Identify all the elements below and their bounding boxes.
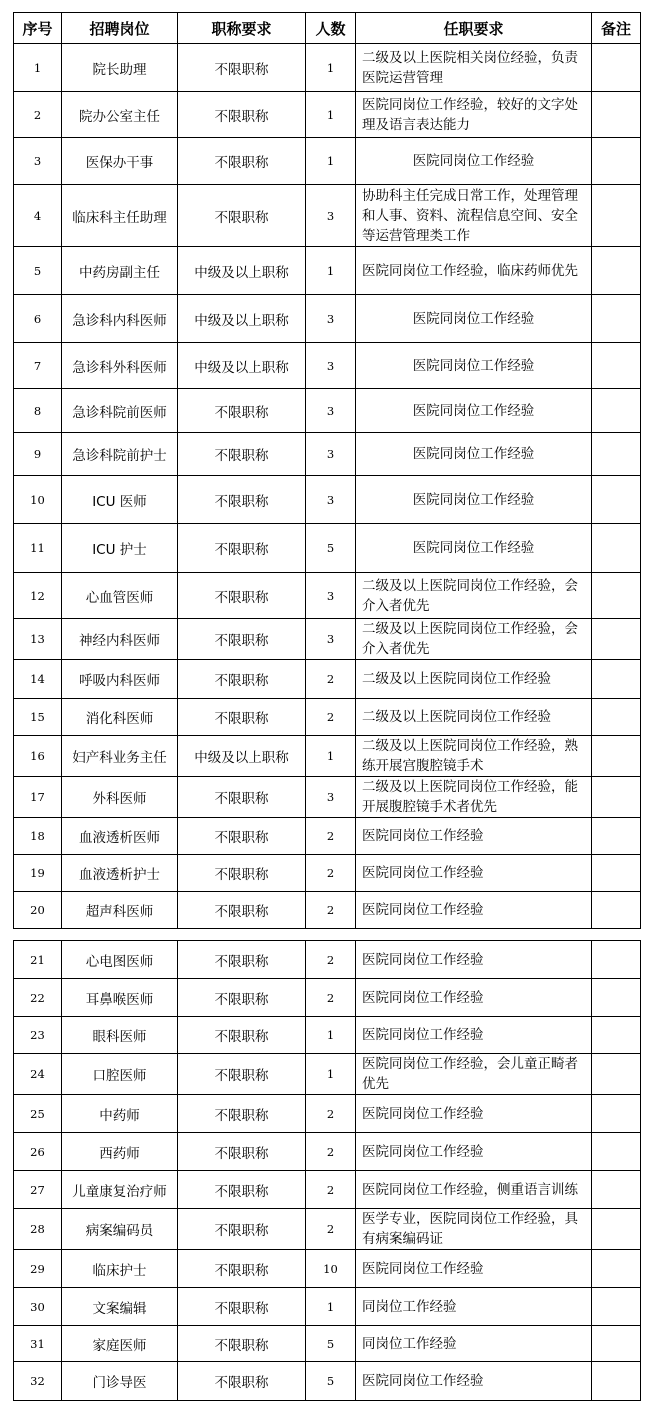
row-index: 28 xyxy=(14,1209,62,1250)
row-remarks xyxy=(592,92,641,138)
row-remarks xyxy=(592,699,641,736)
row-position: 耳鼻喉医师 xyxy=(62,979,178,1017)
row-title-requirement: 不限职称 xyxy=(178,185,306,247)
row-index: 12 xyxy=(14,573,62,619)
row-requirements: 医院同岗位工作经验 xyxy=(356,1095,592,1133)
row-index: 8 xyxy=(14,389,62,433)
row-headcount: 2 xyxy=(306,979,356,1017)
table-row xyxy=(14,1054,641,1095)
row-remarks xyxy=(592,855,641,892)
row-requirements: 二级及以上医院同岗位工作经验，会介入者优先 xyxy=(356,573,592,619)
row-headcount: 3 xyxy=(306,476,356,524)
row-headcount: 10 xyxy=(306,1250,356,1288)
row-title-requirement: 中级及以上职称 xyxy=(178,295,306,343)
row-remarks xyxy=(592,1054,641,1095)
row-position: 院长助理 xyxy=(62,44,178,92)
row-remarks xyxy=(592,1095,641,1133)
row-requirements: 医院同岗位工作经验 xyxy=(356,1017,592,1054)
row-headcount: 3 xyxy=(306,295,356,343)
row-requirements: 医院同岗位工作经验 xyxy=(356,1250,592,1288)
row-requirements: 医院同岗位工作经验 xyxy=(356,295,592,343)
row-position: 医保办干事 xyxy=(62,138,178,185)
row-remarks xyxy=(592,433,641,476)
row-headcount: 2 xyxy=(306,892,356,929)
row-headcount: 1 xyxy=(306,1017,356,1054)
row-remarks xyxy=(592,660,641,699)
table-row xyxy=(14,1095,641,1133)
row-requirements: 医院同岗位工作经验 xyxy=(356,979,592,1017)
row-position: 血液透析医师 xyxy=(62,818,178,855)
row-title-requirement: 不限职称 xyxy=(178,941,306,979)
row-position: 超声科医师 xyxy=(62,892,178,929)
table-row xyxy=(14,524,641,573)
table-row xyxy=(14,855,641,892)
row-remarks xyxy=(592,1017,641,1054)
header-requirements: 任职要求 xyxy=(356,13,592,44)
table-row xyxy=(14,1326,641,1362)
row-title-requirement: 不限职称 xyxy=(178,92,306,138)
table-row xyxy=(14,1362,641,1401)
row-position: 呼吸内科医师 xyxy=(62,660,178,699)
row-position: 临床护士 xyxy=(62,1250,178,1288)
row-title-requirement: 不限职称 xyxy=(178,389,306,433)
row-title-requirement: 不限职称 xyxy=(178,1054,306,1095)
table-row xyxy=(14,619,641,660)
row-remarks xyxy=(592,736,641,777)
row-headcount: 5 xyxy=(306,524,356,573)
row-title-requirement: 不限职称 xyxy=(178,1326,306,1362)
row-headcount: 3 xyxy=(306,185,356,247)
table-row xyxy=(14,1250,641,1288)
row-requirements: 协助科主任完成日常工作，处理管理和人事、资料、流程信息空间、安全等运营管理类工作 xyxy=(356,185,592,247)
row-title-requirement: 不限职称 xyxy=(178,619,306,660)
row-requirements: 二级及以上医院同岗位工作经验 xyxy=(356,660,592,699)
row-requirements: 医院同岗位工作经验 xyxy=(356,941,592,979)
row-requirements: 同岗位工作经验 xyxy=(356,1288,592,1326)
header-remarks: 备注 xyxy=(592,13,641,44)
row-remarks xyxy=(592,1171,641,1209)
table-row xyxy=(14,699,641,736)
row-index: 22 xyxy=(14,979,62,1017)
row-requirements: 医学专业，医院同岗位工作经验，具有病案编码证 xyxy=(356,1209,592,1250)
row-headcount: 5 xyxy=(306,1362,356,1401)
table-row xyxy=(14,777,641,818)
row-requirements: 医院同岗位工作经验，侧重语言训练 xyxy=(356,1171,592,1209)
row-requirements: 医院同岗位工作经验 xyxy=(356,524,592,573)
row-remarks xyxy=(592,138,641,185)
row-position: 眼科医师 xyxy=(62,1017,178,1054)
row-index: 10 xyxy=(14,476,62,524)
row-remarks xyxy=(592,979,641,1017)
row-remarks xyxy=(592,619,641,660)
row-index: 30 xyxy=(14,1288,62,1326)
row-title-requirement: 不限职称 xyxy=(178,44,306,92)
row-index: 21 xyxy=(14,941,62,979)
row-position: 中药师 xyxy=(62,1095,178,1133)
table-row xyxy=(14,1171,641,1209)
row-headcount: 3 xyxy=(306,573,356,619)
table-row xyxy=(14,941,641,979)
row-remarks xyxy=(592,818,641,855)
row-remarks xyxy=(592,389,641,433)
row-title-requirement: 不限职称 xyxy=(178,855,306,892)
row-remarks xyxy=(592,247,641,295)
table-row xyxy=(14,185,641,247)
row-remarks xyxy=(592,343,641,389)
table-row xyxy=(14,1017,641,1054)
row-position: 急诊科院前护士 xyxy=(62,433,178,476)
row-title-requirement: 不限职称 xyxy=(178,699,306,736)
row-index: 16 xyxy=(14,736,62,777)
row-remarks xyxy=(592,1288,641,1326)
row-position: 文案编辑 xyxy=(62,1288,178,1326)
row-title-requirement: 不限职称 xyxy=(178,1250,306,1288)
row-position: 病案编码员 xyxy=(62,1209,178,1250)
row-index: 17 xyxy=(14,777,62,818)
row-remarks xyxy=(592,777,641,818)
row-title-requirement: 不限职称 xyxy=(178,1133,306,1171)
table-row xyxy=(14,736,641,777)
header-position: 招聘岗位 xyxy=(62,13,178,44)
row-index: 6 xyxy=(14,295,62,343)
row-headcount: 1 xyxy=(306,1288,356,1326)
row-requirements: 医院同岗位工作经验 xyxy=(356,343,592,389)
row-position: 心电图医师 xyxy=(62,941,178,979)
row-index: 25 xyxy=(14,1095,62,1133)
row-remarks xyxy=(592,185,641,247)
row-title-requirement: 中级及以上职称 xyxy=(178,247,306,295)
row-index: 18 xyxy=(14,818,62,855)
row-title-requirement: 不限职称 xyxy=(178,892,306,929)
row-headcount: 2 xyxy=(306,941,356,979)
header-row xyxy=(14,13,641,44)
row-index: 27 xyxy=(14,1171,62,1209)
row-remarks xyxy=(592,941,641,979)
row-position: 西药师 xyxy=(62,1133,178,1171)
row-index: 11 xyxy=(14,524,62,573)
row-title-requirement: 不限职称 xyxy=(178,1095,306,1133)
row-position: 急诊科院前医师 xyxy=(62,389,178,433)
table-row xyxy=(14,247,641,295)
row-requirements: 医院同岗位工作经验，临床药师优先 xyxy=(356,247,592,295)
row-requirements: 同岗位工作经验 xyxy=(356,1326,592,1362)
row-headcount: 2 xyxy=(306,699,356,736)
table-row xyxy=(14,660,641,699)
row-headcount: 1 xyxy=(306,736,356,777)
row-title-requirement: 不限职称 xyxy=(178,524,306,573)
row-index: 5 xyxy=(14,247,62,295)
recruitment-table-2 xyxy=(13,940,641,1401)
row-requirements: 医院同岗位工作经验 xyxy=(356,389,592,433)
row-requirements: 二级及以上医院同岗位工作经验，能开展腹腔镜手术者优先 xyxy=(356,777,592,818)
row-remarks xyxy=(592,1362,641,1401)
table-row xyxy=(14,295,641,343)
row-requirements: 医院同岗位工作经验 xyxy=(356,892,592,929)
row-requirements: 医院同岗位工作经验 xyxy=(356,476,592,524)
row-title-requirement: 不限职称 xyxy=(178,1171,306,1209)
row-remarks xyxy=(592,524,641,573)
row-title-requirement: 不限职称 xyxy=(178,1209,306,1250)
row-position: 心血管医师 xyxy=(62,573,178,619)
table-row xyxy=(14,433,641,476)
row-remarks xyxy=(592,476,641,524)
row-title-requirement: 不限职称 xyxy=(178,660,306,699)
row-position: 临床科主任助理 xyxy=(62,185,178,247)
row-headcount: 2 xyxy=(306,1095,356,1133)
row-headcount: 2 xyxy=(306,660,356,699)
table-row xyxy=(14,476,641,524)
row-remarks xyxy=(592,44,641,92)
row-title-requirement: 不限职称 xyxy=(178,433,306,476)
row-position: 中药房副主任 xyxy=(62,247,178,295)
row-requirements: 医院同岗位工作经验 xyxy=(356,138,592,185)
row-title-requirement: 不限职称 xyxy=(178,979,306,1017)
row-remarks xyxy=(592,1209,641,1250)
row-title-requirement: 不限职称 xyxy=(178,573,306,619)
row-requirements: 医院同岗位工作经验 xyxy=(356,818,592,855)
recruitment-table-1 xyxy=(13,12,641,929)
row-index: 7 xyxy=(14,343,62,389)
row-index: 19 xyxy=(14,855,62,892)
row-title-requirement: 不限职称 xyxy=(178,1017,306,1054)
row-requirements: 二级及以上医院同岗位工作经验 xyxy=(356,699,592,736)
row-position: 急诊科外科医师 xyxy=(62,343,178,389)
row-position: ICU 护士 xyxy=(62,524,178,573)
header-index: 序号 xyxy=(14,13,62,44)
row-requirements: 医院同岗位工作经验 xyxy=(356,433,592,476)
row-title-requirement: 不限职称 xyxy=(178,1362,306,1401)
row-index: 13 xyxy=(14,619,62,660)
row-title-requirement: 不限职称 xyxy=(178,138,306,185)
row-title-requirement: 中级及以上职称 xyxy=(178,736,306,777)
table-row xyxy=(14,979,641,1017)
row-index: 2 xyxy=(14,92,62,138)
row-requirements: 医院同岗位工作经验 xyxy=(356,1133,592,1171)
row-index: 1 xyxy=(14,44,62,92)
row-headcount: 1 xyxy=(306,44,356,92)
row-index: 26 xyxy=(14,1133,62,1171)
row-requirements: 医院同岗位工作经验 xyxy=(356,855,592,892)
row-remarks xyxy=(592,1326,641,1362)
table-row xyxy=(14,389,641,433)
row-index: 4 xyxy=(14,185,62,247)
row-index: 24 xyxy=(14,1054,62,1095)
table-row xyxy=(14,1209,641,1250)
row-position: 消化科医师 xyxy=(62,699,178,736)
row-remarks xyxy=(592,1133,641,1171)
row-requirements: 医院同岗位工作经验 xyxy=(356,1362,592,1401)
row-position: 妇产科业务主任 xyxy=(62,736,178,777)
row-index: 23 xyxy=(14,1017,62,1054)
row-remarks xyxy=(592,295,641,343)
row-position: 家庭医师 xyxy=(62,1326,178,1362)
row-requirements: 医院同岗位工作经验，会儿童正畸者优先 xyxy=(356,1054,592,1095)
row-title-requirement: 中级及以上职称 xyxy=(178,343,306,389)
row-index: 9 xyxy=(14,433,62,476)
row-headcount: 5 xyxy=(306,1326,356,1362)
row-requirements: 二级及以上医院同岗位工作经验，熟练开展宫腹腔镜手术 xyxy=(356,736,592,777)
row-requirements: 二级及以上医院相关岗位经验，负责医院运营管理 xyxy=(356,44,592,92)
row-title-requirement: 不限职称 xyxy=(178,818,306,855)
table-row xyxy=(14,1288,641,1326)
row-headcount: 3 xyxy=(306,433,356,476)
row-headcount: 3 xyxy=(306,777,356,818)
row-headcount: 1 xyxy=(306,1054,356,1095)
row-position: 外科医师 xyxy=(62,777,178,818)
row-position: ICU 医师 xyxy=(62,476,178,524)
row-headcount: 2 xyxy=(306,818,356,855)
row-position: 门诊导医 xyxy=(62,1362,178,1401)
row-index: 29 xyxy=(14,1250,62,1288)
row-remarks xyxy=(592,892,641,929)
row-index: 14 xyxy=(14,660,62,699)
row-position: 神经内科医师 xyxy=(62,619,178,660)
table-row xyxy=(14,92,641,138)
row-headcount: 1 xyxy=(306,138,356,185)
row-headcount: 3 xyxy=(306,343,356,389)
table-row xyxy=(14,1133,641,1171)
row-position: 急诊科内科医师 xyxy=(62,295,178,343)
row-headcount: 3 xyxy=(306,389,356,433)
row-index: 31 xyxy=(14,1326,62,1362)
row-headcount: 2 xyxy=(306,1133,356,1171)
row-title-requirement: 不限职称 xyxy=(178,476,306,524)
row-requirements: 二级及以上医院同岗位工作经验，会介入者优先 xyxy=(356,619,592,660)
row-index: 3 xyxy=(14,138,62,185)
row-title-requirement: 不限职称 xyxy=(178,1288,306,1326)
row-headcount: 1 xyxy=(306,247,356,295)
row-headcount: 1 xyxy=(306,92,356,138)
table-row xyxy=(14,892,641,929)
table-row xyxy=(14,343,641,389)
row-index: 15 xyxy=(14,699,62,736)
row-headcount: 2 xyxy=(306,1209,356,1250)
table-row xyxy=(14,138,641,185)
table-row xyxy=(14,573,641,619)
row-index: 32 xyxy=(14,1362,62,1401)
row-requirements: 医院同岗位工作经验，较好的文字处理及语言表达能力 xyxy=(356,92,592,138)
row-remarks xyxy=(592,1250,641,1288)
header-count: 人数 xyxy=(306,13,356,44)
row-position: 儿童康复治疗师 xyxy=(62,1171,178,1209)
table-row xyxy=(14,818,641,855)
row-remarks xyxy=(592,573,641,619)
row-position: 血液透析护士 xyxy=(62,855,178,892)
header-title: 职称要求 xyxy=(178,13,306,44)
row-index: 20 xyxy=(14,892,62,929)
row-headcount: 2 xyxy=(306,1171,356,1209)
row-headcount: 3 xyxy=(306,619,356,660)
row-headcount: 2 xyxy=(306,855,356,892)
row-title-requirement: 不限职称 xyxy=(178,777,306,818)
row-position: 口腔医师 xyxy=(62,1054,178,1095)
table-row xyxy=(14,44,641,92)
row-position: 院办公室主任 xyxy=(62,92,178,138)
